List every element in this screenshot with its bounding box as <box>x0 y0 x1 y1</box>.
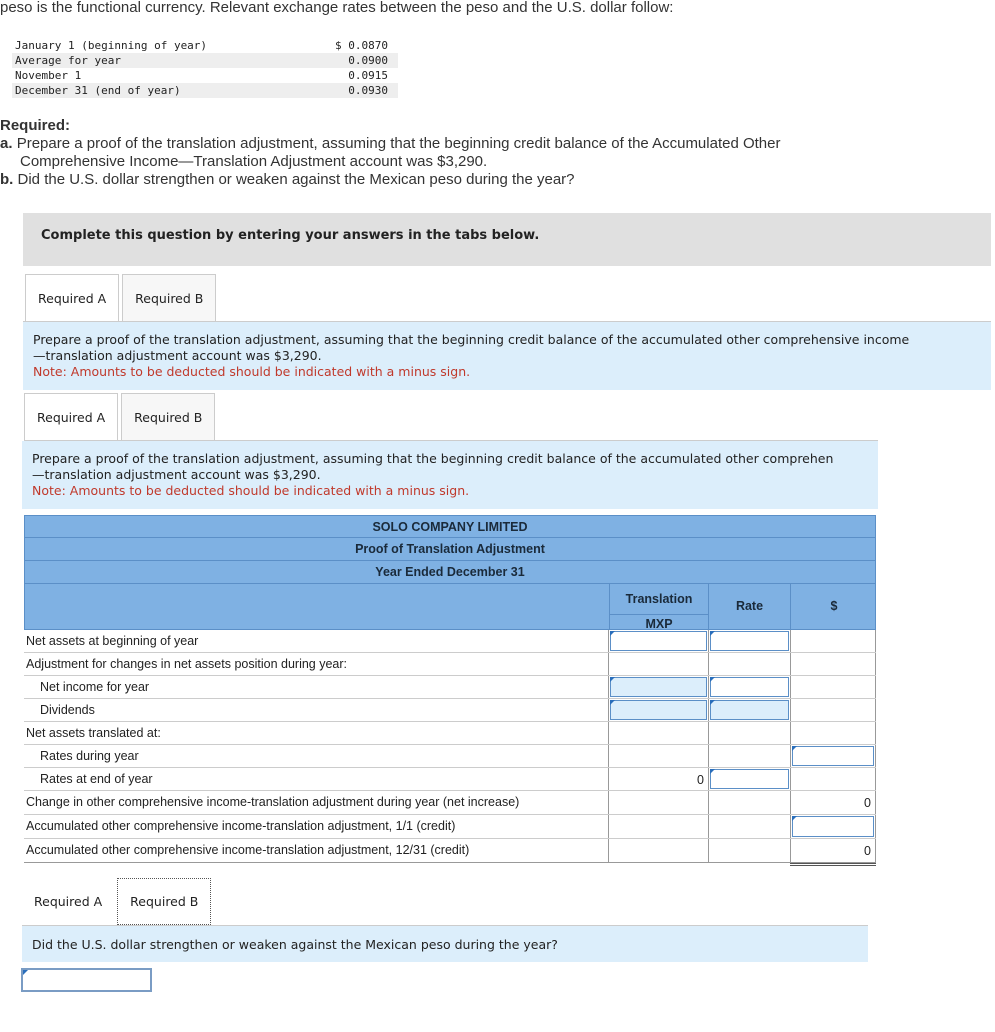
question-panel <box>22 926 868 962</box>
statement-title: Proof of Translation Adjustment <box>24 538 876 561</box>
required-a: a. Prepare a proof of the translation adjustment, assuming that the beginning credit balance of the Accumulated Other <box>0 135 781 152</box>
table-row: Dividends <box>24 699 876 722</box>
dollar-input[interactable] <box>792 816 874 837</box>
tab-required-a[interactable]: Required A <box>22 878 114 925</box>
banner-text: Complete this question by entering your answers in the tabs below. <box>41 228 540 243</box>
rate-input[interactable] <box>710 677 789 697</box>
part-b-question: Did the U.S. dollar strengthen or weaken against the Mexican peso during the year? <box>32 937 558 952</box>
dollar-value: 0 <box>864 796 871 810</box>
tab-required-a[interactable]: Required A <box>24 393 118 440</box>
mxp-input[interactable] <box>610 677 707 697</box>
dollar-input[interactable] <box>792 746 874 766</box>
table-row: Change in other comprehensive income-translation adjustment during year (net increase) 0 <box>24 791 876 815</box>
mxp-value: 0 <box>697 773 704 787</box>
column-header-row <box>24 584 876 630</box>
rate-row: January 1 (beginning of year) $ 0.0870 <box>15 39 388 52</box>
intro-text: peso is the functional currency. Relevant exchange rates between the peso and the U.S. dollar follow: <box>0 0 674 16</box>
required-heading: Required: <box>0 117 71 134</box>
table-row: Rates during year <box>24 745 876 768</box>
tab-bar <box>24 393 218 440</box>
table-row: Net assets translated at: <box>24 722 876 745</box>
mxp-input[interactable] <box>610 700 707 720</box>
table-row: Accumulated other comprehensive income-translation adjustment, 12/31 (credit) 0 <box>24 839 876 863</box>
required-a-cont: Comprehensive Income—Translation Adjustment account was $3,290. <box>20 153 488 170</box>
dollar-value: 0 <box>864 844 871 858</box>
proof-table <box>24 515 876 863</box>
tab-required-b[interactable]: Required B <box>122 274 216 321</box>
table-row: Rates at end of year 0 <box>24 768 876 791</box>
required-b: b. Did the U.S. dollar strengthen or weaken against the Mexican peso during the year? <box>0 171 575 188</box>
rate-row: Average for year 0.0900 <box>12 53 398 68</box>
note-text: Note: Amounts to be deducted should be indicated with a minus sign. <box>32 483 470 498</box>
rate-row: November 1 0.0915 <box>15 69 388 82</box>
table-row: Net assets at beginning of year <box>24 630 876 653</box>
rate-input[interactable] <box>710 769 789 789</box>
required-section <box>0 117 781 189</box>
instruction-panel: Prepare a proof of the translation adjustment, assuming that the beginning credit balance of the accumulated other comprehensive income —translation adjustment account was $3,290. Note: Amounts to be deducted should be indicated with a minus sign. <box>23 322 991 390</box>
mxp-input[interactable] <box>610 631 707 651</box>
rate-row: December 31 (end of year) 0.0930 <box>12 83 398 98</box>
strengthen-weaken-dropdown[interactable] <box>21 968 152 992</box>
note-text: Note: Amounts to be deducted should be indicated with a minus sign. <box>33 364 471 379</box>
company-name: SOLO COMPANY LIMITED <box>24 515 876 538</box>
col-translation: Translation MXP <box>609 584 709 630</box>
col-rate: Rate <box>709 584 791 630</box>
table-row: Adjustment for changes in net assets position during year: <box>24 653 876 676</box>
double-underline <box>790 863 876 866</box>
table-row: Net income for year <box>24 676 876 699</box>
rate-input[interactable] <box>710 631 789 651</box>
tab-required-b[interactable]: Required B <box>121 393 215 440</box>
instructions-banner <box>23 213 991 266</box>
tab-required-a[interactable]: Required A <box>25 274 119 321</box>
table-row: Accumulated other comprehensive income-translation adjustment, 1/1 (credit) <box>24 815 876 839</box>
instruction-panel: Prepare a proof of the translation adjustment, assuming that the beginning credit balance of the accumulated other comprehen —translation adjustment account was $3,290. Note: Amounts to be deducted should be indicated with a minus sign. <box>22 441 878 509</box>
tab-required-b[interactable]: Required B <box>117 878 211 925</box>
exchange-rates-table <box>12 38 398 98</box>
tab-bar <box>22 878 214 925</box>
rate-input[interactable] <box>710 700 789 720</box>
tab-bar <box>25 274 219 321</box>
col-dollar: $ <box>830 599 838 613</box>
statement-period: Year Ended December 31 <box>24 561 876 584</box>
